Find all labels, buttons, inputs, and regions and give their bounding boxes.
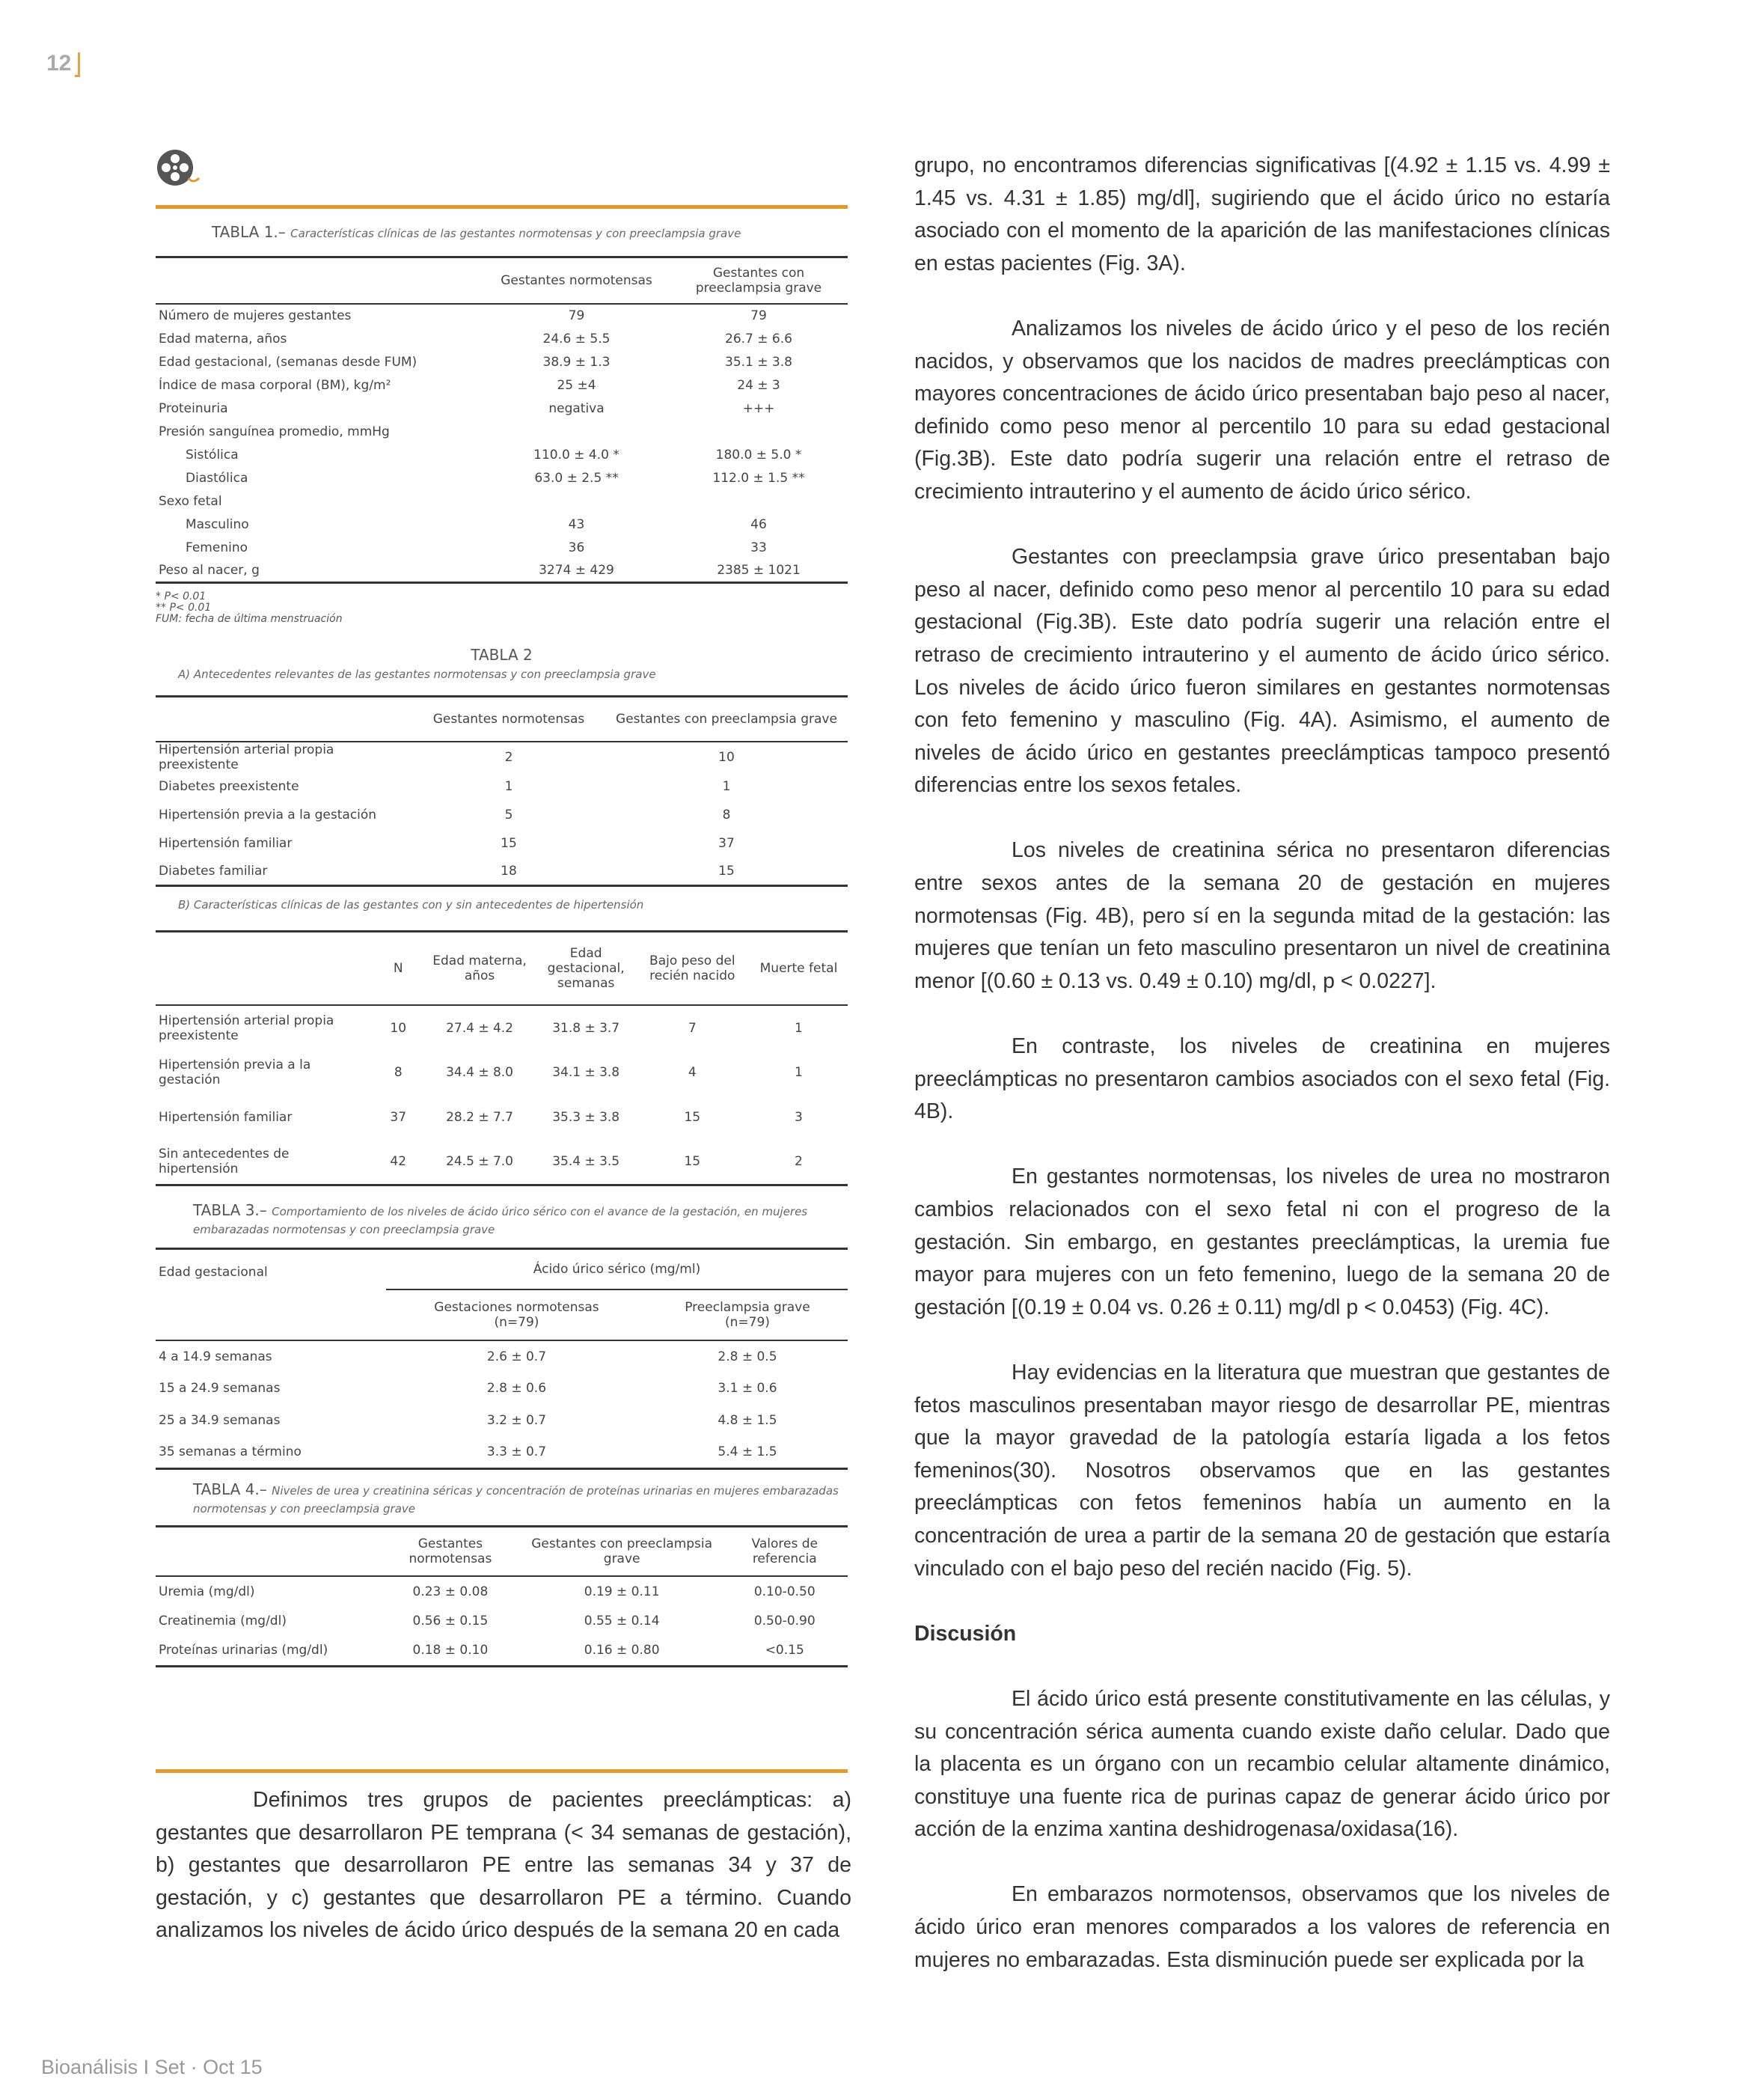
value-edad: 28.2 ± 7.7	[446, 1110, 514, 1125]
value-preeclampsia	[670, 420, 848, 443]
value-preeclampsia: 1	[722, 778, 731, 794]
left-column-text	[156, 1784, 851, 1980]
table-row	[156, 373, 848, 397]
figure-bottom-rule	[156, 1769, 848, 1773]
value-eg: 31.8 ± 3.7	[552, 1020, 620, 1036]
section-heading: Discusión	[914, 1621, 1017, 1646]
row-label: 25 a 34.9 semanas	[159, 1413, 281, 1428]
value-preeclampsia: 5.4 ± 1.5	[718, 1444, 777, 1460]
value-bajo: 15	[684, 1154, 701, 1170]
value-preeclampsia: 0.16 ± 0.80	[584, 1643, 660, 1658]
row-label: Edad materna, años	[159, 331, 287, 347]
value-normotensas: 25 ±4	[557, 377, 596, 393]
row-label: Masculino	[186, 516, 249, 532]
tabla4	[156, 1525, 848, 1667]
column-header: Bajo peso del recién nacido	[649, 953, 735, 983]
row-label: Hipertensión familiar	[159, 1110, 293, 1125]
value-normotensas: 0.56 ± 0.15	[412, 1614, 489, 1629]
value-normotensas: 5	[504, 807, 513, 822]
paragraph: Los niveles de creatinina sérica no presentaron diferencias entre sexos antes de la semana 20 de gestación en mujeres normotensas (Fig. 4B), pero sí en la segunda mitad de la gestación: las mujeres que tenían un feto masculino presentaron un nivel de creatinina menor [(0.60 ± 0.13 vs. 0.49 ± 0.10) mg/dl, p < 0.0227].	[914, 838, 1610, 993]
row-label: Creatinemia (mg/dl)	[159, 1614, 287, 1629]
table-row	[156, 772, 848, 801]
value-n: 10	[390, 1020, 407, 1036]
value-n: 42	[390, 1154, 407, 1170]
value-preeclampsia	[670, 489, 848, 513]
paragraph: En embarazos normotensos, observamos que los niveles de ácido úrico eran menores comparados a los valores de referencia en mujeres no embarazadas. Esta disminución puede ser explicada por la	[914, 1882, 1610, 1972]
value-preeclampsia: 46	[750, 516, 767, 532]
film-reel-icon	[156, 148, 201, 193]
tables-figure	[156, 148, 848, 1777]
row-label: Sexo fetal	[159, 493, 222, 509]
tabla4-col3: Valores de referencia	[751, 1536, 818, 1566]
value-preeclampsia: 37	[718, 835, 735, 851]
value-normotensas: 24.6 ± 5.5	[542, 331, 611, 347]
tabla2-title: TABLA 2	[471, 645, 533, 664]
value-preeclampsia: 26.7 ± 6.6	[725, 331, 792, 347]
figure-top-rule	[156, 205, 848, 209]
value-preeclampsia: +++	[742, 400, 775, 416]
row-label: Número de mujeres gestantes	[159, 308, 352, 323]
table-row	[156, 801, 848, 829]
value-eg: 34.1 ± 3.8	[552, 1065, 620, 1080]
table-row	[156, 1437, 848, 1469]
table-row	[156, 1005, 848, 1050]
value-preeclampsia: 3.1 ± 0.6	[718, 1381, 777, 1396]
value-muerte: 1	[795, 1065, 803, 1080]
paragraph: Analizamos los niveles de ácido úrico y el peso de los recién nacidos, y observamos que los nacidos de madres preeclámpticas con mayores concentraciones de ácido úrico presentaban bajo peso al nacer, definido como peso menor al percentilo 10 para su edad gestacional (Fig.3B). Este dato podría sugerir una relación entre el retraso de crecimiento intrauterino y el aumento de ácido úrico sérico.	[914, 316, 1610, 504]
tabla4-col2: Gestantes con preeclampsia grave	[531, 1536, 713, 1566]
row-label: 35 semanas a término	[159, 1444, 302, 1460]
tabla1	[156, 256, 848, 584]
table-row	[156, 1050, 848, 1095]
value-referencia: <0.15	[765, 1643, 804, 1658]
value-normotensas	[483, 489, 670, 513]
tabla4-title: TABLA 4.– Niveles de urea y creatinina séricas y concentración de proteínas urinarias en mujeres embarazadas normotensas y con preeclampsia grave	[193, 1480, 839, 1516]
value-bajo: 4	[688, 1065, 697, 1080]
table-header-row	[156, 932, 848, 1006]
row-label: Hipertensión previa a la gestación	[159, 1057, 311, 1087]
table-row	[156, 1340, 848, 1373]
row-label: Diabetes familiar	[159, 863, 268, 879]
table-row	[156, 420, 848, 443]
value-normotensas: 79	[568, 308, 585, 323]
value-preeclampsia: 8	[722, 807, 731, 822]
page-number: 12	[46, 51, 72, 76]
value-normotensas: 2.6 ± 0.7	[486, 1349, 547, 1364]
value-bajo: 15	[684, 1110, 701, 1125]
value-preeclampsia: 24 ± 3	[737, 377, 780, 393]
table-row	[156, 327, 848, 350]
value-preeclampsia: 2.8 ± 0.5	[718, 1349, 777, 1364]
row-label: 4 a 14.9 semanas	[159, 1349, 272, 1364]
row-label: Hipertensión arterial propia preexistente	[159, 1013, 334, 1043]
value-normotensas: negativa	[548, 400, 605, 416]
table-row	[156, 466, 848, 489]
value-muerte: 2	[795, 1154, 803, 1170]
value-preeclampsia: 2385 ± 1021	[717, 562, 801, 578]
row-label: Femenino	[186, 540, 248, 555]
table-row	[156, 858, 848, 886]
table-row	[156, 829, 848, 858]
value-eg: 35.4 ± 3.5	[552, 1154, 620, 1170]
right-column-text	[914, 150, 1610, 1977]
row-label: Hipertensión previa a la gestación	[159, 807, 377, 822]
column-header: N	[393, 961, 403, 976]
value-muerte: 1	[795, 1020, 803, 1036]
row-label: Uremia (mg/dl)	[159, 1584, 255, 1599]
row-label: Sin antecedentes de hipertensión	[159, 1147, 290, 1177]
value-normotensas: 63.0 ± 2.5 **	[534, 470, 619, 486]
value-preeclampsia: 15	[718, 863, 735, 879]
value-preeclampsia: 79	[750, 308, 767, 323]
tabla3-rowhead: Edad gestacional	[159, 1264, 268, 1280]
column-header: Edad gestacional, semanas	[547, 946, 625, 991]
tabla2-subtitle-a: A) Antecedentes relevantes de las gestantes normotensas y con preeclampsia grave	[178, 667, 656, 681]
value-eg: 35.3 ± 3.8	[552, 1110, 620, 1125]
value-edad: 34.4 ± 8.0	[446, 1065, 514, 1080]
tabla2b	[156, 930, 848, 1186]
table-row	[156, 1140, 848, 1185]
row-label: Diastólica	[186, 470, 248, 486]
paragraph: Hay evidencias en la literatura que muestran que gestantes de fetos masculinos presentaban mayor riesgo de desarrollar PE, mientras que la mayor gravedad de la patología estaría ligada a los fetos femeninos(30). Nosotros observamos que en las gestantes preeclámpticas con fetos femeninos había un aumento en la concentración de urea a partir de la semana 20 de gestación que estaría vinculado con el bajo peso del recién nacido (Fig. 5).	[914, 1360, 1610, 1581]
row-label: Peso al nacer, g	[159, 562, 260, 578]
value-preeclampsia: 0.19 ± 0.11	[584, 1584, 660, 1599]
table-note: FUM: fecha de última menstruación	[156, 612, 343, 625]
tabla1-col1: Gestantes normotensas	[501, 273, 652, 288]
value-normotensas: 0.23 ± 0.08	[412, 1584, 489, 1599]
row-label: Índice de masa corporal (BM), kg/m²	[159, 377, 391, 393]
value-bajo: 7	[688, 1020, 697, 1036]
table-row	[156, 443, 848, 466]
value-normotensas: 15	[501, 835, 517, 851]
value-preeclampsia: 33	[750, 540, 767, 555]
value-normotensas: 0.18 ± 0.10	[412, 1643, 489, 1658]
value-referencia: 0.50-0.90	[753, 1614, 816, 1629]
tabla3-title: TABLA 3.– Comportamiento de los niveles de ácido úrico sérico con el avance de la gestación, en mujeres embarazadas normotensas y con preeclampsia grave	[193, 1200, 808, 1236]
tabla3-group: Ácido úrico sérico (mg/ml)	[386, 1248, 848, 1289]
value-preeclampsia: 35.1 ± 3.8	[725, 354, 792, 370]
table-row	[156, 513, 848, 536]
value-n: 37	[390, 1110, 407, 1125]
table-row	[156, 397, 848, 420]
paragraph: grupo, no encontramos diferencias significativas [(4.92 ± 1.15 vs. 4.99 ± 1.45 vs. 4.31 ± 1.85) mg/dl], sugiriendo que el ácido úrico no estaría asociado con el momento de la aparición de las manifestaciones clínicas en estas pacientes (Fig. 3A).	[914, 153, 1610, 275]
tabla3-col2: Preeclampsia grave (n=79)	[685, 1299, 810, 1330]
row-label: Edad gestacional, (semanas desde FUM)	[159, 354, 417, 370]
page-number-mark	[75, 52, 80, 77]
value-normotensas: 3274 ± 429	[539, 562, 614, 578]
table-row	[156, 1636, 848, 1666]
table-row	[156, 1576, 848, 1606]
paragraph: En gestantes normotensas, los niveles de urea no mostraron cambios relacionados con el sexo fetal ni con el progreso de la gestación. Sin embargo, en gestantes preeclámpticas, la uremia fue mayor para mujeres con un feto femenino, luego de la semana 20 de gestación [(0.19 ± 0.04 vs. 0.26 ± 0.11) mg/dl p < 0.0453) (Fig. 4C).	[914, 1165, 1610, 1319]
value-normotensas: 1	[504, 778, 513, 794]
value-edad: 27.4 ± 4.2	[446, 1020, 514, 1036]
tabla1-col2: Gestantes con preeclampsia grave	[695, 266, 822, 296]
row-label: Hipertensión arterial propia preexistente	[159, 742, 334, 772]
table-note: * P< 0.01	[156, 590, 206, 602]
value-preeclampsia: 10	[718, 749, 735, 765]
table-row	[156, 489, 848, 513]
value-normotensas: 43	[568, 516, 585, 532]
row-label: Hipertensión familiar	[159, 835, 293, 851]
paragraph: En contraste, los niveles de creatinina en mujeres preeclámpticas no presentaron cambios asociados con el sexo fetal (Fig. 4B).	[914, 1034, 1610, 1124]
value-normotensas: 18	[501, 863, 517, 879]
tabla3	[156, 1248, 848, 1471]
row-label: Proteínas urinarias (mg/dl)	[159, 1643, 328, 1658]
value-preeclampsia: 180.0 ± 5.0 *	[715, 447, 802, 463]
value-preeclampsia: 112.0 ± 1.5 **	[712, 470, 805, 486]
table-note: ** P< 0.01	[156, 601, 212, 614]
table-row	[156, 304, 848, 327]
row-label: Presión sanguínea promedio, mmHg	[159, 424, 390, 439]
value-preeclampsia: 0.55 ± 0.14	[584, 1614, 660, 1629]
paragraph: Definimos tres grupos de pacientes preeclámpticas: a) gestantes que desarrollaron PE temprana (< 34 semanas de gestación), b) gestantes que desarrollaron PE entre las semanas 34 y 37 de gestación, y c) gestantes que desarrollaron PE a término. Cuando analizamos los niveles de ácido úrico después de la semana 20 en cada	[156, 1788, 851, 1943]
tabla1-notes	[156, 591, 848, 625]
tabla4-col1: Gestantes normotensas	[409, 1536, 492, 1566]
row-label: Sistólica	[186, 447, 239, 463]
table-row	[156, 742, 848, 772]
value-normotensas: 2.8 ± 0.6	[486, 1381, 547, 1396]
tabla2-col2: Gestantes con preeclampsia grave	[616, 711, 837, 727]
table-row	[156, 1373, 848, 1405]
tabla1-title: TABLA 1.– Características clínicas de las gestantes normotensas y con preeclampsia grave	[212, 223, 741, 241]
row-label: Diabetes preexistente	[159, 778, 299, 794]
value-normotensas: 38.9 ± 1.3	[542, 354, 611, 370]
value-referencia: 0.10-0.50	[753, 1584, 816, 1599]
row-label: 15 a 24.9 semanas	[159, 1381, 281, 1396]
value-muerte: 3	[795, 1110, 803, 1125]
value-n: 8	[394, 1065, 403, 1080]
value-preeclampsia: 4.8 ± 1.5	[718, 1413, 777, 1428]
tabla2-col1: Gestantes normotensas	[432, 711, 585, 727]
tabla3-col1: Gestaciones normotensas (n=79)	[434, 1299, 599, 1330]
tabla2a	[156, 695, 848, 888]
value-normotensas: 110.0 ± 4.0 *	[533, 447, 619, 463]
value-normotensas: 2	[504, 749, 513, 765]
footer: Bioanálisis I Set · Oct 15	[41, 2056, 263, 2078]
table-row	[156, 559, 848, 582]
table-row	[156, 1405, 848, 1437]
paragraph: El ácido úrico está presente constitutivamente en las células, y su concentración sérica aumenta cuando existe daño celular. Dado que la placenta es un órgano con un recambio celular altamente dinámico, constituye una fuente rica de purinas capaz de generar ácido úrico por acción de la enzima xantina deshidrogenasa/oxidasa(16).	[914, 1686, 1610, 1842]
table-row	[156, 1095, 848, 1140]
value-normotensas	[483, 420, 670, 443]
table-row	[156, 536, 848, 559]
column-header: Muerte fetal	[759, 961, 838, 976]
value-normotensas: 36	[568, 540, 585, 555]
column-header: Edad materna, años	[432, 953, 527, 983]
column-header	[156, 932, 374, 1006]
value-normotensas: 3.2 ± 0.7	[486, 1413, 547, 1428]
table-row	[156, 350, 848, 373]
paragraph: Gestantes con preeclampsia grave úrico presentaban bajo peso al nacer, definido como peso menor al percentilo 10 para su edad gestacional (Fig.3B). Este dato podría sugerir una relación entre el retraso de crecimiento intrauterino y el aumento de ácido úrico sérico. Los niveles de ácido úrico fueron similares en gestantes normotensas con feto femenino y masculino (Fig. 4A). Asimismo, el aumento de niveles de ácido úrico en gestantes preeclámpticas tampoco presentó diferencias entre los sexos fetales.	[914, 545, 1610, 798]
row-label: Proteinuria	[159, 400, 228, 416]
table-row	[156, 1606, 848, 1636]
value-edad: 24.5 ± 7.0	[446, 1154, 514, 1170]
value-normotensas: 3.3 ± 0.7	[486, 1444, 547, 1460]
tabla2-subtitle-b: B) Características clínicas de las gestantes con y sin antecedentes de hipertensión	[178, 898, 644, 912]
